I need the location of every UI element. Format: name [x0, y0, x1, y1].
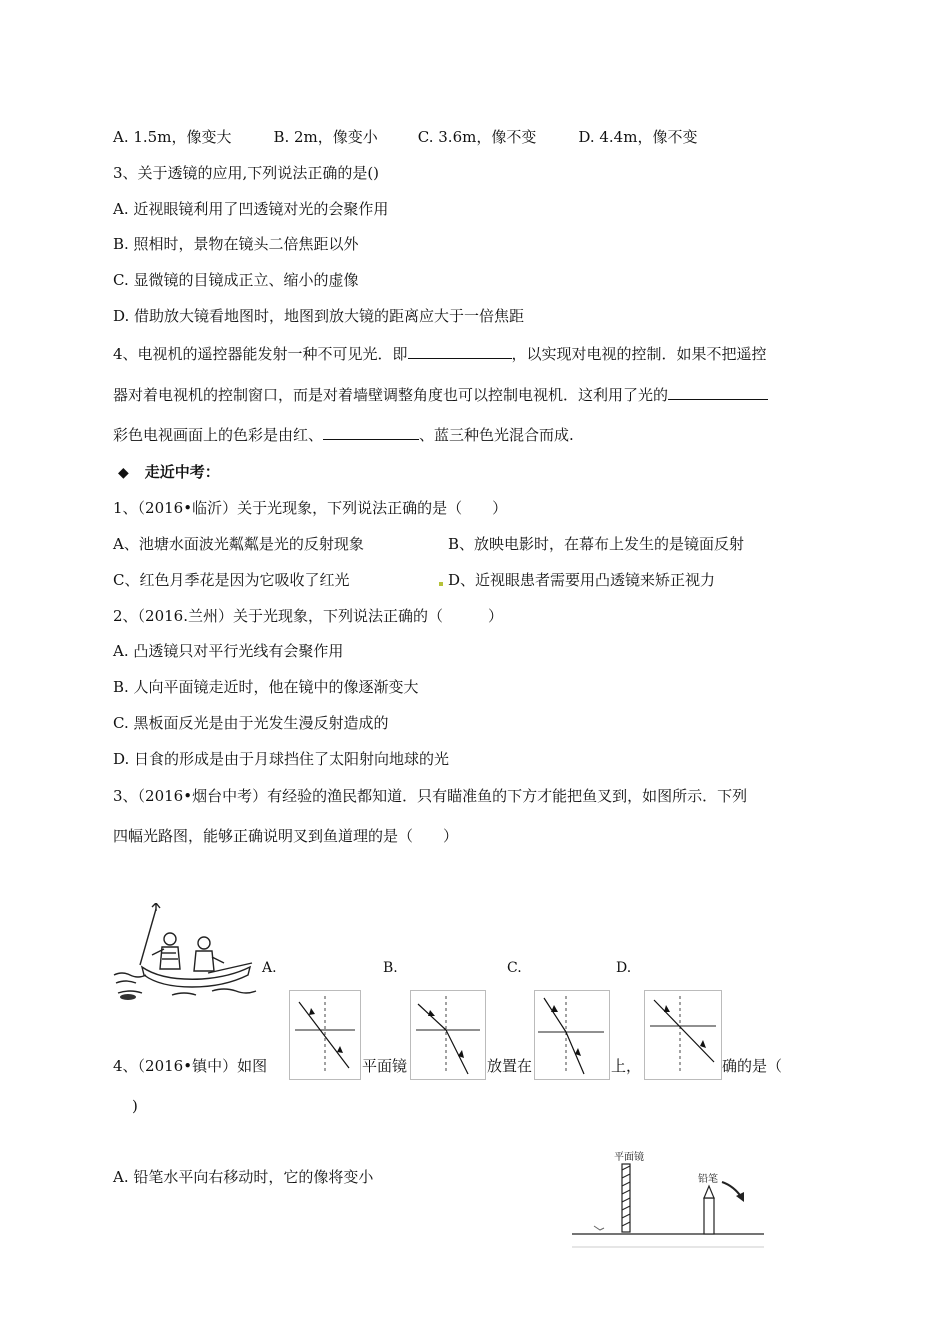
q3-option-b: B. 照相时，景物在镜头二倍焦距以外 — [113, 235, 359, 253]
e3-label-a: A. — [262, 960, 277, 976]
q4-line2-text: 器对着电视机的控制窗口，而是对着墙壁调整角度也可以控制电视机．这利用了光的 — [113, 386, 669, 404]
q4-blank-3[interactable] — [323, 425, 419, 440]
diamond-icon: ◆ — [118, 465, 129, 481]
light-path-diagram-d — [644, 990, 722, 1080]
pencil-label: 铅笔 — [698, 1174, 718, 1185]
e1-option-b: B、放映电影时，在幕布上发生的是镜面反射 — [448, 535, 745, 553]
q4-line1-start: 4、电视机的遥控器能发射一种不可见光．即 — [113, 345, 408, 363]
light-path-diagram-a — [289, 990, 361, 1080]
e3-label-d: D. — [616, 960, 632, 976]
e2-option-a: A. 凸透镜只对平行光线有会聚作用 — [113, 642, 344, 660]
q2-option-a: A. 1.5m，像变大 — [113, 128, 232, 146]
q2-option-b: B. 2m，像变小 — [273, 128, 378, 146]
e2-option-b: B. 人向平面镜走近时，他在镜中的像逐渐变大 — [113, 678, 419, 696]
mirror-label: 平面镜 — [614, 1152, 644, 1163]
q4-blank-1[interactable] — [408, 344, 512, 359]
q4-line2 — [113, 385, 768, 405]
e3-stem-line1: 3、（2016•烟台中考）有经验的渔民都知道．只有瞄准鱼的下方才能把鱼叉到，如图所示．下列 — [113, 787, 748, 805]
q2-options-row — [113, 127, 697, 147]
e4-stem-close: ) — [132, 1097, 138, 1115]
e3-label-b: B. — [383, 960, 398, 976]
q3-option-d: D. 借助放大镜看地图时，地图到放大镜的距离应大于一倍焦距 — [113, 307, 525, 325]
q2-option-d: D. 4.4m，像不变 — [578, 128, 698, 146]
q3-option-a: A. 近视眼镜利用了凹透镜对光的会聚作用 — [113, 200, 389, 218]
e4-stem-part-c: 放置在 — [487, 1057, 533, 1075]
e2-option-d: D. 日食的形成是由于月球挡住了太阳射向地球的光 — [113, 750, 450, 768]
stray-mark — [439, 582, 443, 586]
e2-option-c: C. 黑板面反光是由于光发生漫反射造成的 — [113, 714, 389, 732]
e4-stem-part-b: 平面镜 — [362, 1057, 408, 1075]
mirror-pencil-figure — [570, 1146, 766, 1250]
section-heading — [118, 462, 220, 483]
e4-stem-end: 确的是（ — [722, 1057, 783, 1075]
q2-option-c: C. 3.6m，像不变 — [417, 128, 537, 146]
e1-option-d: D、近视眼患者需要用凸透镜来矫正视力 — [448, 571, 716, 589]
q4-line1 — [113, 344, 767, 364]
q4-line3 — [113, 425, 574, 445]
e1-option-a: A、池塘水面波光粼粼是光的反射现象 — [113, 535, 364, 553]
light-path-diagram-c — [534, 990, 610, 1080]
light-path-diagram-b — [410, 990, 486, 1080]
q4-line3-start: 彩色电视画面上的色彩是由红、 — [113, 426, 324, 444]
e3-label-c: C. — [507, 960, 522, 976]
e4-stem-start: 4、（2016•镇中）如图 — [113, 1057, 268, 1075]
e3-stem-line2: 四幅光路图，能够正确说明叉到鱼道理的是（ ） — [113, 827, 459, 845]
q3-stem: 3、关于透镜的应用,下列说法正确的是() — [113, 164, 380, 182]
section-title: 走近中考： — [144, 463, 220, 481]
e2-stem: 2、（2016.兰州）关于光现象，下列说法正确的（ ） — [113, 607, 503, 625]
q4-blank-2[interactable] — [668, 385, 768, 400]
e1-option-c: C、红色月季花是因为它吸收了红光 — [113, 571, 350, 589]
e4-option-a: A. 铅笔水平向右移动时，它的像将变小 — [113, 1168, 374, 1186]
q4-line1-end: ，以实现对电视的控制．如果不把遥控 — [511, 345, 767, 363]
e4-stem-part-d: 上， — [611, 1057, 642, 1075]
q3-option-c: C. 显微镜的目镜成正立、缩小的虚像 — [113, 271, 359, 289]
mirror-pencil-drawing — [570, 1146, 766, 1250]
fisherman-boat-image — [112, 903, 258, 1003]
e1-stem: 1、（2016•临沂）关于光现象，下列说法正确的是（ ） — [113, 499, 508, 517]
q4-line3-end: 、蓝三种色光混合而成. — [419, 426, 574, 444]
